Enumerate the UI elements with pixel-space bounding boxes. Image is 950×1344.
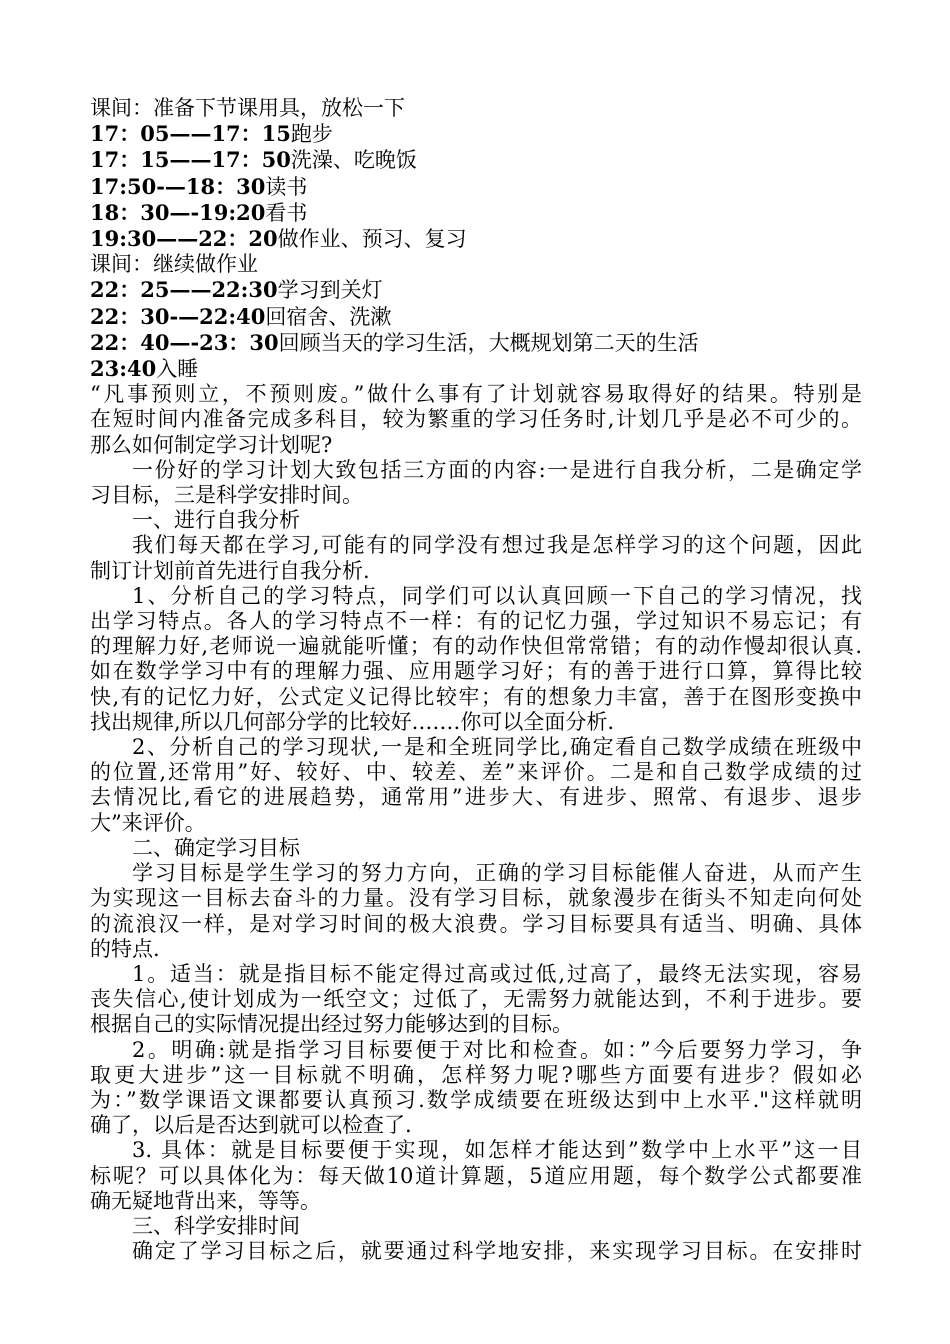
schedule-item bbox=[90, 96, 862, 121]
schedule-time: 17:50-—18：30 bbox=[90, 173, 266, 199]
schedule-item bbox=[90, 174, 862, 200]
schedule-item bbox=[90, 356, 862, 382]
section-heading: 一、进行自我分析 bbox=[132, 508, 300, 533]
schedule-time: 22：25——22:30 bbox=[90, 277, 278, 303]
schedule-time: 22：40—-23：30 bbox=[90, 329, 279, 355]
body-line: 制订计划前首先进行自我分析. bbox=[90, 558, 370, 583]
schedule-label: 学习到关灯 bbox=[277, 278, 383, 303]
schedule-label: 课间：继续做作业 bbox=[90, 252, 258, 277]
schedule-label: 入睡 bbox=[156, 357, 199, 382]
schedule-item bbox=[90, 277, 862, 303]
body-line: 3. 具体：就是目标要便于实现，如怎样才能达到”数学中上水平”这一目 bbox=[132, 1138, 862, 1163]
schedule-label: 做作业、预习、复习 bbox=[277, 227, 467, 252]
schedule-item bbox=[90, 121, 862, 147]
body-line: 习目标，三是科学安排时间。 bbox=[90, 483, 363, 508]
body-line: 2、分析自己的学习现状,一是和全班同学比,确定看自己数学成绩在班级中 bbox=[132, 735, 862, 760]
schedule-time: 22：30-—22:40 bbox=[90, 303, 266, 329]
schedule-time: 23:40 bbox=[90, 356, 157, 382]
schedule-label: 回顾当天的学习生活，大概规划第二天的生活 bbox=[278, 330, 699, 355]
body-line: 的特点. bbox=[90, 936, 160, 961]
body-line: 的流浪汉一样，是对学习时间的极大浪费。学习目标要具有适当、明确、具体 bbox=[90, 911, 862, 936]
body-line: 出学习特点。各人的学习特点不一样：有的记忆力强，学过知识不易忘记；有 bbox=[90, 609, 862, 634]
article-body bbox=[90, 382, 862, 1264]
body-line: 确定了学习目标之后，就要通过科学地安排，来实现学习目标。在安排时 bbox=[132, 1239, 862, 1264]
schedule-item bbox=[90, 200, 862, 226]
schedule-time: 17：15——17：50 bbox=[90, 147, 291, 173]
body-line: 根据自己的实际情况提出经过努力能够达到的目标。 bbox=[90, 1012, 573, 1037]
body-line: 去情况比,看它的进展趋势，通常用”进步大、有进步、照常、有退步、退步 bbox=[90, 785, 862, 810]
document-page bbox=[90, 96, 862, 1264]
body-line: 确无疑地背出来，等等。 bbox=[90, 1188, 321, 1213]
schedule-item bbox=[90, 330, 862, 356]
body-line: 的位置,还常用”好、较好、中、较差、差”来评价。二是和自己数学成绩的过 bbox=[90, 760, 862, 785]
schedule-time: 19:30——22：20 bbox=[90, 226, 278, 252]
schedule-item bbox=[90, 304, 862, 330]
body-line: “凡事预则立，不预则废。”做什么事有了计划就容易取得好的结果。特别是 bbox=[90, 382, 862, 407]
body-line: 2。明确:就是指学习目标要便于对比和检查。如：”今后要努力学习，争 bbox=[132, 1037, 862, 1062]
body-line: 标呢？可以具体化为：每天做10道计算题，5道应用题，每个数学公式都要准 bbox=[90, 1163, 862, 1188]
schedule-label: 跑步 bbox=[290, 122, 333, 147]
body-line: 学习目标是学生学习的努力方向，正确的学习目标能催人奋进，从而产生 bbox=[132, 861, 862, 886]
body-line: 在短时间内准备完成多科目，较为繁重的学习任务时,计划几乎是必不可少的。 bbox=[90, 407, 862, 432]
body-line: 取更大进步”这一目标就不明确，怎样努力呢?哪些方面要有进步？假如必 bbox=[90, 1062, 862, 1087]
schedule-item bbox=[90, 147, 862, 173]
body-line: 如在数学学习中有的理解力强、应用题学习好；有的善于进行口算，算得比较 bbox=[90, 659, 862, 684]
section-heading: 三、科学安排时间 bbox=[132, 1213, 300, 1238]
schedule-time: 18：30—-19:20 bbox=[90, 199, 266, 225]
schedule-label: 回宿舍、洗漱 bbox=[265, 304, 392, 329]
schedule-item bbox=[90, 252, 862, 277]
body-line: 快,有的记忆力好，公式定义记得比较牢；有的想象力丰富，善于在图形变换中 bbox=[90, 684, 862, 709]
body-line: 大”来评价。 bbox=[90, 810, 206, 835]
body-line: 一份好的学习计划大致包括三方面的内容:一是进行自我分析，二是确定学 bbox=[132, 457, 862, 482]
body-line: 1、分析自己的学习特点，同学们可以认真回顾一下自己的学习情况，找 bbox=[132, 583, 862, 608]
schedule-time: 17：05——17：15 bbox=[90, 121, 291, 147]
body-line: 丧失信心,使计划成为一纸空文；过低了，无需努力就能达到，不利于进步。要 bbox=[90, 987, 862, 1012]
body-line: 找出规律,所以几何部分学的比较好.……你可以全面分析. bbox=[90, 709, 615, 734]
schedule-label: 看书 bbox=[265, 200, 308, 225]
schedule-label: 课间：准备下节课用具，放松一下 bbox=[90, 96, 405, 120]
body-line: 1。适当：就是指目标不能定得过高或过低,过高了，最终无法实现，容易 bbox=[132, 961, 862, 986]
body-line: 为实现这一目标去奋斗的力量。没有学习目标，就象漫步在街头不知走向何处 bbox=[90, 886, 862, 911]
daily-schedule bbox=[90, 96, 862, 382]
body-line: 确了，以后是否达到就可以检查了. bbox=[90, 1113, 412, 1138]
body-line: 我们每天都在学习,可能有的同学没有想过我是怎样学习的这个问题，因此 bbox=[132, 533, 862, 558]
schedule-label: 读书 bbox=[265, 174, 308, 199]
body-line: 那么如何制定学习计划呢? bbox=[90, 432, 333, 457]
body-line: 为：”数学课语文课都要认真预习.数学成绩要在班级达到中上水平."这样就明 bbox=[90, 1087, 862, 1112]
schedule-label: 洗澡、吃晚饭 bbox=[290, 148, 417, 173]
section-heading: 二、确定学习目标 bbox=[132, 835, 300, 860]
schedule-item bbox=[90, 226, 862, 252]
body-line: 的理解力好,老师说一遍就能听懂；有的动作快但常常错；有的动作慢却很认真. bbox=[90, 634, 862, 659]
